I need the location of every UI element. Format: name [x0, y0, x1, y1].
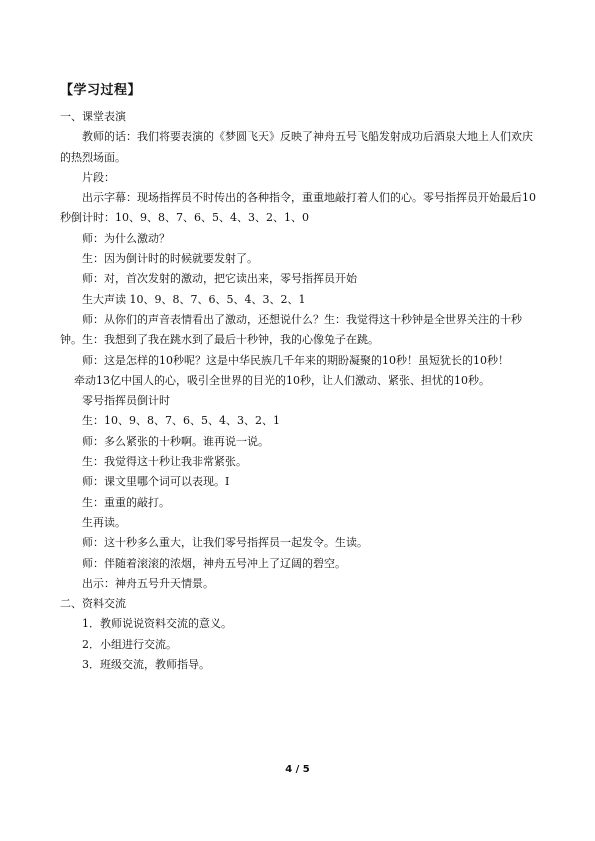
page-number: 4 / 5 — [285, 764, 310, 775]
list-item: 1．教师说说资料交流的意义。 — [82, 617, 232, 631]
paragraph: 生：重重的敲打。 — [82, 495, 170, 509]
paragraph: 牵动13亿中国人的心，吸引全世界的目光的10秒，让人们激动、紧张、担忧的10秒。 — [74, 373, 490, 387]
paragraph: 师：多么紧张的十秒啊。谁再说一说。 — [82, 434, 269, 448]
heading-classroom-performance: 一、课堂表演 — [60, 110, 126, 123]
section-title: 【学习过程】 — [60, 83, 142, 98]
paragraph: 师：从你们的声音表情看出了激动，还想说什么？生：我觉得这十秒钟是全世界关注的十秒钟。生：我想到了我在跳水到了最后十秒钟，我的心像兔子在跳。 — [60, 312, 522, 347]
paragraph: 生：我觉得这十秒让我非常紧张。 — [82, 455, 247, 469]
paragraph: 出示：神舟五号升天情景。 — [82, 576, 214, 590]
paragraph: 零号指挥员倒计时 — [82, 394, 170, 408]
paragraph: 师：课文里哪个词可以表现。I — [82, 475, 230, 489]
list-item: 3．班级交流，教师指导。 — [82, 658, 210, 672]
paragraph: 师：伴随着滚滚的浓烟，神舟五号冲上了辽阔的碧空。 — [82, 556, 346, 570]
paragraph: 教师的话：我们将要表演的《梦圆飞天》反映了神舟五号飞船发射成功后酒泉大地上人们欢庆的热烈场面。 — [60, 130, 533, 164]
paragraph: 生：10、9、8、7、6、5、4、3、2、1 — [82, 414, 280, 428]
paragraph: 片段： — [82, 170, 115, 184]
list-item: 2．小组进行交流。 — [82, 637, 177, 651]
paragraph: 生：因为倒计时的时候就要发射了。 — [82, 252, 258, 266]
heading-material-exchange: 二、资料交流 — [60, 597, 126, 611]
paragraph: 师：这十秒多么重大，让我们零号指挥员一起发令。生读。 — [82, 536, 368, 550]
body-content — [60, 107, 538, 675]
paragraph: 师：为什么激动？ — [82, 231, 170, 245]
paragraph: 出示字幕：现场指挥员不时传出的各种指令，重重地敲打着人们的心。零号指挥员开始最后10秒倒计时：10、9、8、7、6、5、4、3、2、1、0 — [60, 191, 536, 225]
paragraph: 师：对，首次发射的激动，把它读出来，零号指挥员开始 — [82, 272, 357, 286]
paragraph: 生再读。 — [82, 515, 126, 529]
paragraph: 生大声读 10、9、8、7、6、5、4、3、2、1 — [82, 292, 306, 306]
paragraph: 师：这是怎样的10秒呢？这是中华民族几千年来的期盼凝聚的10秒！虽短犹长的10秒！ — [82, 353, 509, 367]
